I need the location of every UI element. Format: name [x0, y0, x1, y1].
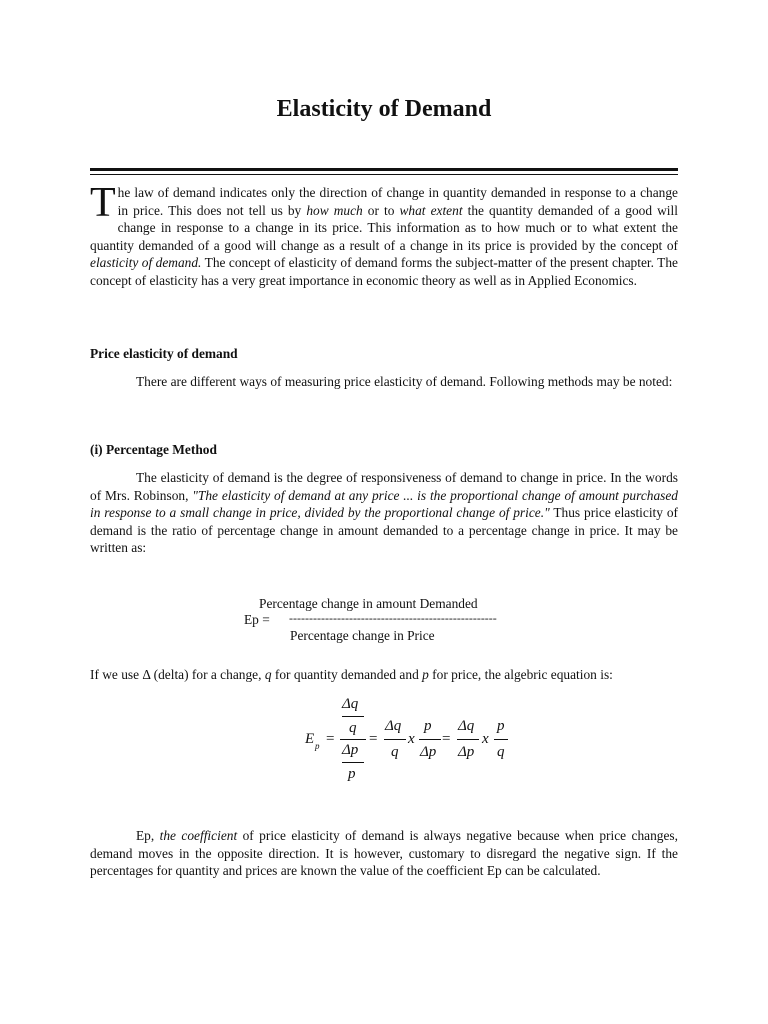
eq-frac3-den: Δp: [458, 744, 475, 760]
eq-frac1-den: q: [391, 744, 399, 760]
eq-frac4-num: p: [497, 718, 505, 734]
eq-times-2: x: [482, 731, 489, 747]
intro-paragraph: The law of demand indicates only the direction of change in quantity demanded in response to a change in price. This does not tell us by how much or to what extent the quantity demanded of a good will change in response to a change in its price. This information as to how much or to what extent the quantity demanded of a good will change as a result of a change in its price is provided by the concept of elasticity of demand. The concept of elasticity of demand forms the subject-matter of the present chapter. The concept of elasticity has a very great importance in economic theory as well as in Applied Economics.: [90, 180, 678, 288]
eq-nested-line-top: [342, 716, 364, 717]
eq-equals-3: =: [442, 731, 451, 747]
percentage-method-paragraph: The elasticity of demand is the degree of responsiveness of demand to change in price. In the words of Mrs. Robinson, "The elasticity of demand at any price ... is the proportional change of amount purchased in response to a small change in price, divided by the proportional change of price." Thus price elasticity of demand is the ratio of percentage change in amount demanded to a percentage change in price. It may be written as:: [90, 470, 679, 555]
eq-frac1-num: Δq: [385, 718, 402, 734]
eq-nested-line-bottom: [342, 762, 364, 763]
formula-divider: ----------------------------------------------------: [289, 611, 497, 625]
section-paragraph-methods: There are different ways of measuring price elasticity of demand. Following methods may be noted:: [136, 374, 673, 389]
eq-frac4-line: [494, 739, 508, 740]
eq-frac2-line: [419, 739, 441, 740]
eq-nested-p: p: [348, 766, 356, 782]
eq-frac3-num: Δq: [458, 718, 475, 734]
drop-cap: T: [90, 180, 116, 226]
eq-equals-1: =: [326, 731, 335, 747]
eq-frac2-den: Δp: [420, 744, 437, 760]
section-heading-price-elasticity: Price elasticity of demand: [90, 346, 238, 361]
eq-frac3-line: [457, 739, 479, 740]
eq-E: E: [305, 731, 315, 747]
eq-subscript: p: [315, 741, 320, 751]
eq-times-1: x: [408, 731, 415, 747]
formula-lhs: Ep =: [244, 612, 270, 627]
eq-nested-dp: Δp: [342, 742, 359, 758]
page-title: Elasticity of Demand: [276, 96, 492, 122]
title-rule-thin: [90, 174, 678, 175]
section-heading-percentage-method: (i) Percentage Method: [90, 442, 217, 457]
eq-nested-dq: Δq: [342, 696, 359, 712]
formula-numerator: Percentage change in amount Demanded: [259, 596, 478, 611]
eq-main-fraction-line: [340, 739, 366, 740]
eq-frac4-den: q: [497, 744, 505, 760]
eq-equals-2: =: [369, 731, 378, 747]
eq-frac2-num: p: [424, 718, 432, 734]
title-rule-thick: [90, 168, 678, 171]
eq-frac1-line: [384, 739, 406, 740]
algebra-intro: If we use Δ (delta) for a change, q for quantity demanded and p for price, the algebric equation is:: [90, 667, 613, 682]
formula-denominator: Percentage change in Price: [290, 628, 435, 643]
eq-nested-q: q: [349, 720, 357, 736]
closing-paragraph: Ep, the coefficient of price elasticity of demand is always negative because when price changes, demand moves in the opposite direction. It is however, customary to disregard the negative sign. If the percentages for quantity and prices are known the value of the coefficient Ep can be calculated.: [90, 828, 678, 878]
